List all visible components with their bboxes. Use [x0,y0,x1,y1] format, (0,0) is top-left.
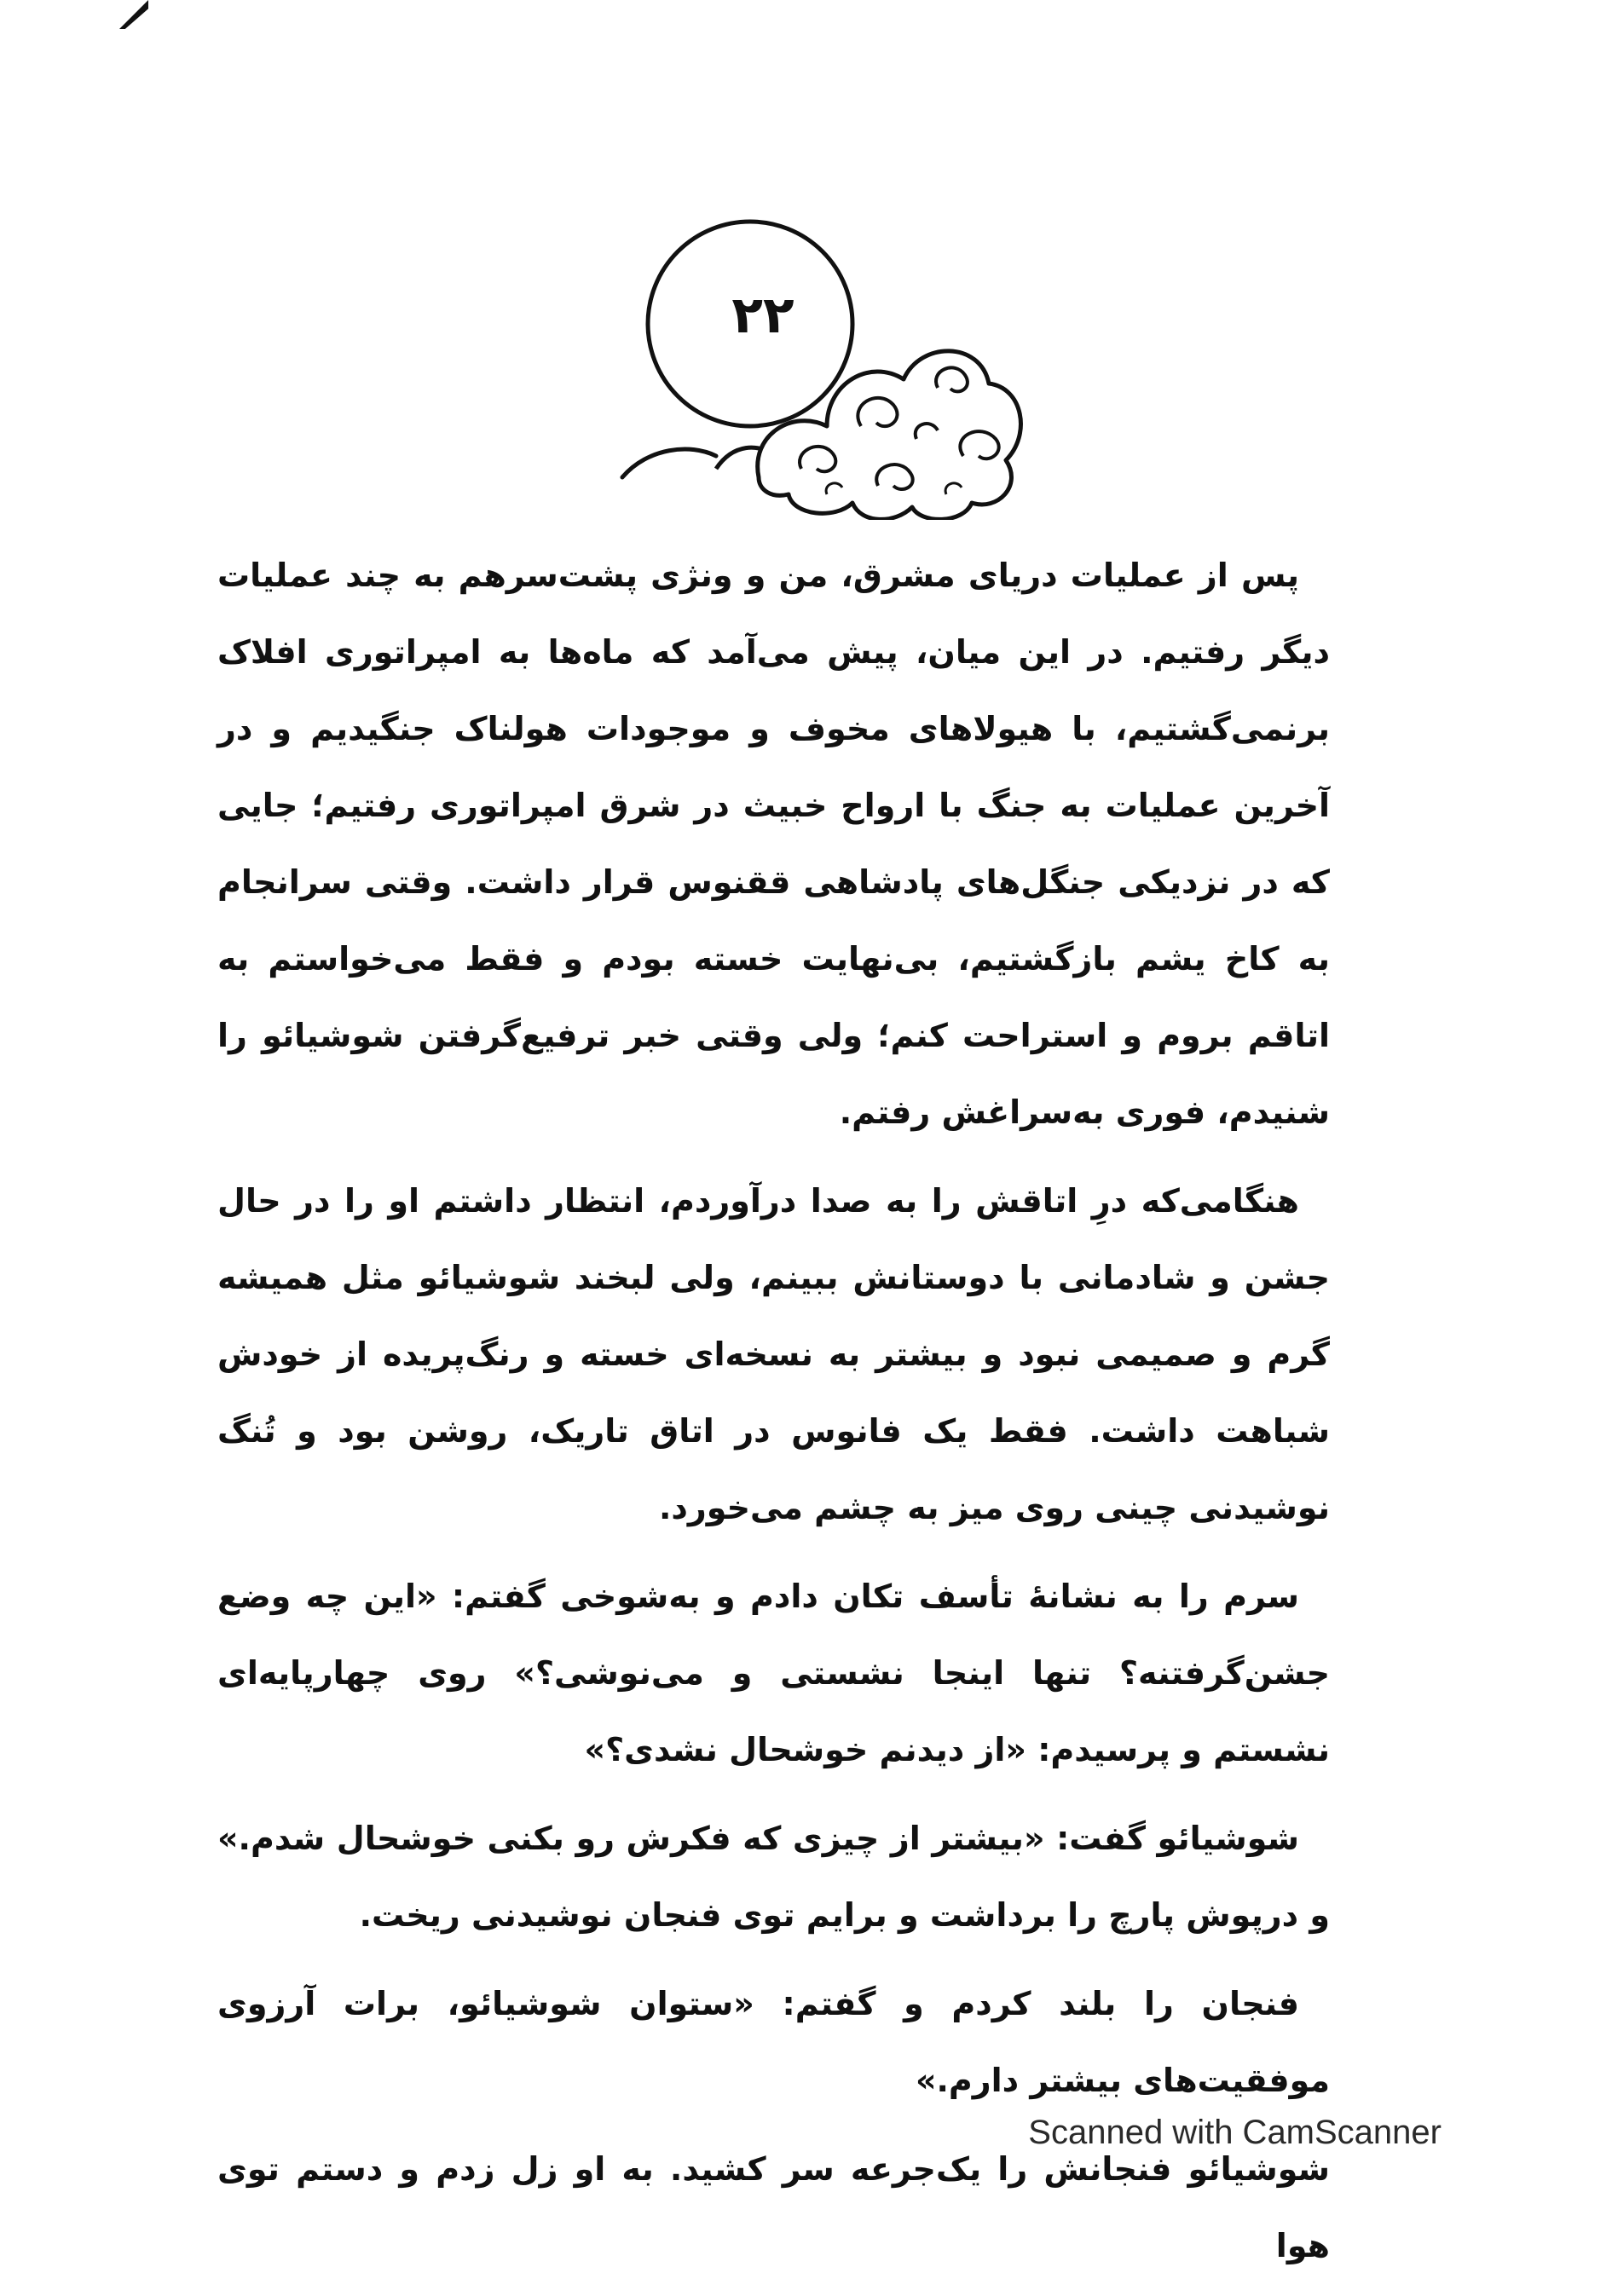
paragraph: فنجان را بلند کردم و گفتم: «ستوان شوشیائو، برات آرزوی موفقیت‌های بیشتر دارم.» [217,1985,1330,2099]
paragraph: شوشیائو فنجانش را یک‌جرعه سر کشید. به او زل زدم و دستم توی هوا [217,2150,1330,2264]
chapter-header-illustration [588,213,1031,520]
paragraph: هنگامی‌که درِ اتاقش را به صدا درآوردم، انتظار داشتم او را در حال جشن و شادمانی با دوستانش ببینم، ولی لبخند شوشیائو مثل همیشه گرم و صمیمی نبود و بیشتر به نسخه‌ای خسته و رنگ‌پریده از خودش شباهت داشت. فقط یک فانوس در اتاق تاریک، روشن بود و تُنگ نوشیدنی چینی روی میز به چشم می‌خورد. [217,1182,1330,1526]
page-corner-mark [119,0,148,29]
paragraph: شوشیائو گفت: «بیشتر از چیزی که فکرش رو بکنی خوشحال شدم.» و درپوش پارچ را برداشت و برایم توی فنجان نوشیدنی ریخت. [217,1820,1330,1934]
paragraph: سرم را به نشانهٔ تأسف تکان دادم و به‌شوخی گفتم: «این چه وضع جشن‌گرفتنه؟ تنها اینجا نشستی و می‌نوشی؟» روی چهارپایه‌ای نشستم و پرسیدم: «از دیدنم خوشحال نشدی؟» [217,1578,1330,1768]
chapter-body [217,537,1330,2296]
chapter-number: ۲۲ [731,286,794,345]
paragraph: پس از عملیات دریای مشرق، من و ونژی پشت‌سرهم به چند عملیات دیگر رفتیم. در این میان، پیش می‌آمد که ماه‌ها به امپراتوری افلاک برنمی‌گشتیم، با هیولاهای مخوف و موجودات هولناک جنگیدیم و در آخرین عملیات به جنگ با ارواح خبیث در شرق امپراتوری رفتیم؛ جایی که در نزدیکی جنگل‌های پادشاهی ققنوس قرار داشت. وقتی سرانجام به کاخ یشم بازگشتیم، بی‌نهایت خسته بودم و فقط می‌خواستم به اتاقم بروم و استراحت کنم؛ ولی وقتی خبر ترفیع‌گرفتن شوشیائو را شنیدم، فوری به‌سراغش رفتم. [217,557,1330,1131]
scanner-watermark: Scanned with CamScanner [1028,2114,1442,2151]
moon-cloud-icon [588,213,1031,520]
